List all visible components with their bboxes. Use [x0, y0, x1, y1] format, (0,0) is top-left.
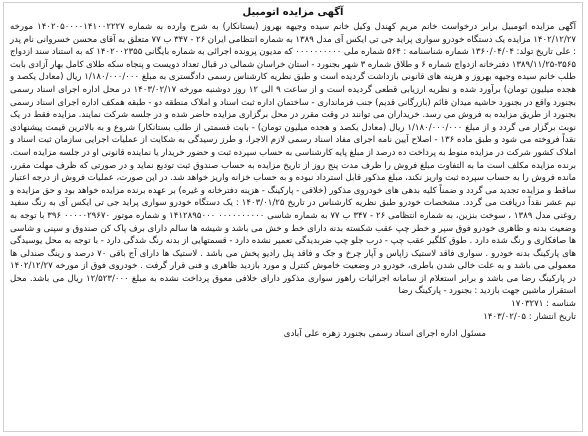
- signature-line: مسئول اداره اجرای اسناد رسمی بجنورد زهره علی آبادی: [283, 329, 486, 340]
- auction-notice: [3, 2, 583, 432]
- notice-body: آگهی مزایده اتومبیل برابر درخواست خانم مریم کهندل وکیل خانم سیده وجیهه بهروز (بستانکار) به شرح وارده به شماره ۱۴۰۲۰۵۰۰۰۰۱۴۱۰۰۲۲۲۷ مورخه ۱۴۰۲/۱۲/۲۷ مزایده یک دستگاه خودرو سواری پراید جی تی ایکس آی مدل ۱۳۸۹ به شماره انتظامی ایران ۲۶ - ۳۴۷ ب ۷۷ متعلق به آقای محسن خسروانی نام پدر : علی تاریخ تولد: ۱۳۶۰/۰۴/۰۴ شماره شناسنامه : ۵۶۴ شماره ملی ۰۰۰۰۰۰۰۰۰۰ که مدیون پرونده اجرائی به شماره بایگانی ۱۴۰۲۰۰۲۳۵۵ که به استناد سند ازدواج ۳۵۶۵-۱۳۸۹/۱۱/۲۵ دفترخانه ازدواج شماره ۶ و طلاق شماره ۳ شهر بجنورد - استان خراسان شمالی در قبال تعداد دویست و پنجاه سکه طلای کامل بهار آزادی بابت طلب خانم سیده وجیهه بهروز و هزینه های قانونی بازداشت گردیده است و طبق نظریه کارشناس رسمی دادگستری به مبلغ ۱/۱۸۰/۰۰۰/۰۰۰ ریال (معادل یکصد و هجده میلیون تومان) برآورد شده و نظریه ارزیابی قطعی گردیده است و از ساعت ۹ الی ۱۲ روز دوشنبه مورخه ۱۴۰۳/۰۲/۱۷ در محل اداره اجرای اسناد رسمی بجنورد واقع در بجنورد حاشیه میدان قائم (بازرگانی قدیم) جنب فرمانداری - ساختمان اداره ثبت اسناد و املاک منطقه دو - طبقه همکف اداره اجرای اسناد رسمی بجنورد از طریق مزایده به فروش می رسد. خریداران می توانند در وقت مقرر در محل برگزاری مزایده حاضر شده و در جلسه شرکت نمایند. مزایده فقط در یک نوبت برگزار می گردد و از مبلغ ۱/۱۸۰/۰۰۰/۰۰۰ ریال (معادل یکصد و هجده میلیون تومان) - بابت قسمتی از طلب بستانکار) شروع و به بالاترین قیمت پیشنهادی نقداً فروخته می شود و طبق ماده ۱۳۶ - اصلاح آیین نامه اجرای مفاد اسناد رسمی لازم الاجرا، و طرز رسیدگی به شکایت از عملیات اجرایی سازمان ثبت اسناد و املاک کشور شرکت در مزایده منوط به پرداخت ده درصد از مبلغ پایه کارشناسی به حساب سپرده ثبت و حضور خریدار یا نماینده قانونی او در جلسه مزایده است. برنده مزایده مکلف است ما به التفاوت مبلغ فروش را ظرف مدت پنج روز از تاریخ مزایده به حساب صندوق ثبت تودیع نماید و در صورتی که ظرف مهلت مقرر، مانده فروش را به حساب سپرده ثبت واریز نکند، مبلغ مذکور قابل استرداد نبوده و به حساب خزانه واریز خواهد شد. در این صورت، عملیات فروش از درجه اعتبار ساقط و مزایده تجدید می گردد و ضمناً کلیه بدهی های خودروی مذکور (خلافی - پارکینگ - هزینه دفترخانه و غیره) بر عهده برنده مزایده خواهد بود و حق مزایده و نیم عشر نقداً دریافت می گردد. مشخصات خودرو طبق نظریه کارشناس در تاریخ ۱۴۰۳/۰۱/۲۵ : یک دستگاه خودرو سواری پراید جی تی ایکس آی به رنگ سفید روغنی مدل ۱۳۸۹ ، سوخت بنزین، به شماره انتظامی ۲۶ - ۳۴۷ ب ۷۷ به شماره شاسی ۰۰۰۰۰۰۰۰۰۰ ۱۴۱۲۸۹۵۰۰۰ و شماره موتور ۰۰۰۰۰۲۹۶۷۰ ۳۹۶ با توجه به وضعیت بدنه و ظاهری خودرو فوق سپر و خطر چپ عقب شکسته بدنه دارای خط و خش می باشد و شیشه ها سالم دارای برف پاک کن صندوق و سپنی و شاسی ها صافکاری و رنگ شده دارد . طوق کلگیر عقب چپ - درب جلو چپ ضربدیدگی تعمیر نشده دارد - قسمتهایی از بدنه رنگ شدگی دارد - با توجه به محل یوسیدگی های پارکینگ بدنه خودرو . سواری فاقد لاستیک زاپاس و آپار چرخ و جک و فاقد پنل رادیو پخش می باشد . لاستیک ها دارای آج باقی ۷۰ درصد و رینگ صندلی ها معمولی می باشد و به علت خالی شدن باطری، خودرو در وضعیت خاموش کنترل و مورد بازدید ظاهری و فنی قرار گرفت . خودروی فوق از مورخه ۱۴۰۲/۱۲/۲۷ در پارکینگ رضا می باشد و برابر استعلام از سامانه اجرائیات راهور سواری مذکور دارای خلافی معوق پرداخت نشده به مبلغ ۱۲/۵۲۳/۰۰۰ ریال می باشد. محل استقرار ماشین جهت بازدید : بجنورد - پارکینگ رضا: [10, 22, 576, 297]
- notice-title: آگهی مزایده اتومبیل: [242, 7, 344, 18]
- notice-id: شناسه : ۱۷۰۳۲۷۱: [511, 299, 576, 310]
- publish-date: تاریخ انتشار : ۱۴۰۳/۰۲/۰۵: [483, 312, 576, 323]
